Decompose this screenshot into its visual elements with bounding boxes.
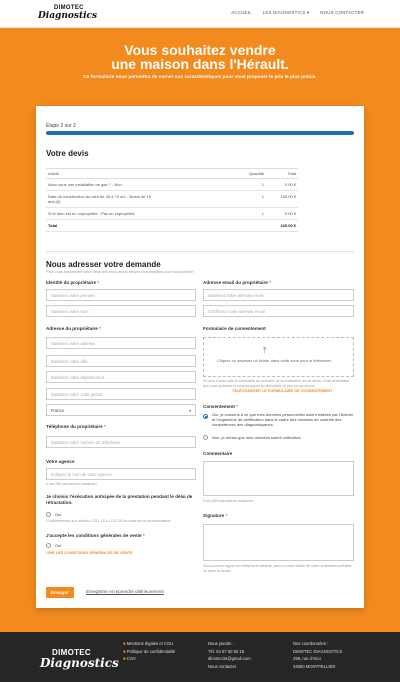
terms-link[interactable]: LIRE LES CONDITIONS GÉNÉRALES DE VENTE (46, 551, 133, 555)
footer-logo-line1: DIMOTEC (52, 648, 91, 657)
email-confirm-input[interactable]: Confirmez votre adresse email (203, 305, 354, 317)
footer-company: DIMOTEC DIAGNOSTICS (293, 648, 343, 654)
consent-form-label: Formulaire de consentement (203, 326, 266, 331)
hero-title-line2: une maison dans l'Hérault. (111, 56, 289, 72)
devis-header-row (46, 169, 298, 179)
anticipated-option: Oui (55, 512, 62, 517)
address-section-title: Nous adresser votre demande (46, 260, 161, 269)
street-input[interactable]: Saisissez votre adresse (46, 337, 196, 349)
address-section-subtitle: Pour vous transmettre votre devis dès nous avons besoin d'informations pour vous joindre. (46, 270, 195, 274)
owner-address-label: Adresse du propriétaire * (46, 326, 101, 331)
table-row (46, 179, 298, 191)
city-input[interactable]: Saisissez votre ville (46, 355, 196, 367)
agency-label: Votre agence (46, 459, 75, 464)
table-row (46, 208, 298, 220)
hero-title (0, 43, 400, 71)
footer-link-cgv[interactable]: ■ CGV (123, 656, 136, 661)
upload-dropzone[interactable] (203, 337, 354, 377)
footer-link-privacy[interactable]: ■ Politique de confidentialité (123, 648, 176, 654)
terms-radio[interactable] (46, 543, 51, 548)
anticipated-radio[interactable] (46, 512, 51, 517)
save-later-link[interactable]: Enregistrer et reprendre ultérieurement (86, 589, 164, 594)
step-label: Étape 2 sur 2 (46, 123, 76, 129)
nav-item-contact[interactable]: NOUS CONTACTER (320, 10, 364, 15)
devis-article: Date de construction du bien de 45 à 70 m2 - Moins de 15 ans (6) (46, 191, 234, 208)
footer-contact-title: Nous joindre : (208, 641, 234, 646)
comment-textarea[interactable] (203, 461, 354, 496)
devis-title: Votre devis (46, 149, 89, 158)
anticipated-help: Conformément aux articles L221-18 à L221-28 du code de la consommation. (46, 519, 172, 523)
progress-bar (46, 131, 354, 135)
devis-header-article: Article (46, 169, 234, 179)
consent-label: Consentement * (203, 404, 238, 409)
phone-label: Téléphone du propriétaire * (46, 424, 106, 429)
owner-email-label: Adresse email du propriétaire * (203, 280, 271, 285)
devis-header-total: Total (266, 169, 298, 179)
submit-button[interactable]: Envoyer (46, 587, 74, 598)
devis-article: Si le bien est en copropriété - Pas en copropriété (46, 208, 234, 220)
nav-item-diagnostics[interactable]: LES DIAGNOSTICS ▾ (262, 10, 310, 15)
upload-text: Cliquez ou déposez un fichier dans cette zone pour le téléverser. (217, 358, 332, 363)
comment-counter: 0 sur 600 caractères maximum (203, 499, 254, 503)
footer-phone[interactable]: Tél. 04 67 60 50 18 (208, 648, 245, 654)
table-row (46, 191, 298, 208)
hero-title-line1: Vous souhaitez vendre (124, 42, 276, 58)
phone-input[interactable]: Saisissez votre numéro de téléphone (46, 436, 196, 448)
terms-label: J'accepte les conditions générales de vente * (46, 533, 145, 538)
devis-qty: 1 (234, 179, 266, 191)
divider (46, 251, 354, 252)
footer-links (123, 640, 175, 663)
country-value: France (51, 408, 65, 413)
hero-subtitle: Ce formulaire nous permettra de cerner vos caractéristiques pour vous proposer le prix le plus précis. (83, 75, 317, 80)
chevron-down-icon: ▾ (188, 408, 191, 413)
country-select[interactable] (46, 404, 196, 416)
firstname-input[interactable]: Saisissez votre prénom (46, 289, 196, 301)
progress-fill (46, 131, 354, 135)
nav-item-accueil[interactable]: ACCUEIL (231, 10, 252, 15)
lastname-input[interactable]: Saisissez votre nom (46, 305, 196, 317)
footer-city: 34080 MONTPELLIER (293, 663, 336, 669)
devis-total-label: Total (46, 220, 234, 232)
form-card (36, 106, 364, 608)
devis-total: 0.00 € (266, 208, 298, 220)
consent-no-radio[interactable] (203, 435, 208, 440)
logo-line1: DIMOTEC (54, 5, 84, 11)
zip-input[interactable]: Saisissez votre code postal (46, 388, 196, 400)
signature-pad[interactable] (203, 524, 354, 561)
footer-contact-link[interactable]: Nous contacter (208, 663, 237, 669)
signature-label: Signature * (203, 513, 228, 518)
upload-icon: ⤒ (263, 346, 267, 355)
footer-email[interactable]: dimotec34@gmail.com (208, 656, 251, 661)
logo[interactable] (38, 5, 98, 22)
agency-input[interactable]: Indiquez le nom de votre agence (46, 468, 196, 480)
devis-table (46, 168, 298, 232)
anticipated-label: Je choisis l'exécution anticipée de la prestation pendant le délai de rétractation. (46, 494, 193, 505)
site-header (0, 0, 400, 28)
footer-contact (208, 640, 251, 670)
site-footer (0, 632, 400, 682)
footer-coords-title: Nos coordonnées : (293, 641, 329, 646)
consent-yes-label: Oui, je consens à ce que mes données personnelles soient traitées par l'Ademe et l'organisme de certification dans le cadre des missions de contrôle des compétences des diagnostiqueurs. (212, 412, 354, 427)
devis-qty: 1 (234, 191, 266, 208)
email-input[interactable]: Saisissez votre adresse email (203, 289, 354, 301)
main-nav (231, 10, 364, 16)
terms-option: Oui (55, 543, 62, 548)
agency-counter: 0 sur 250 caractères maximum (46, 482, 97, 486)
devis-article: Avez-vous une installation de gaz ? - Non (46, 179, 234, 191)
comment-label: Commentaire (203, 451, 233, 456)
devis-qty: 1 (234, 208, 266, 220)
consent-yes-radio[interactable] (203, 414, 208, 419)
devis-header-qty: Quantité (234, 169, 266, 179)
signature-help: Vous pouvez signer sur téléphone tablette, avec le pavé tactile de votre ordinateur portable ou avec la souris. (203, 564, 352, 573)
footer-link-mentions[interactable]: ■ Mentions légales et CGU (123, 641, 174, 646)
department-input[interactable]: Saisissez votre département (46, 371, 196, 383)
consent-no-label: Non, je refuse que mes données soient collectées. (212, 435, 302, 440)
consent-form-help: Si vous n'avez pas le formulaire au moment de la réalisation de ce devis, il est nécessaire que vous puissiez le communiquer au technicien le jour de sa venue. (203, 379, 350, 388)
devis-total: 0.00 € (266, 179, 298, 191)
footer-address (293, 640, 342, 670)
footer-logo-line2: Diagnostics (40, 656, 119, 670)
consent-form-download-link[interactable]: TÉLÉCHARGER LE FORMULAIRE DE CONSENTEMENT (232, 389, 333, 393)
devis-total-row (46, 220, 298, 232)
owner-identity-label: Identité du propriétaire * (46, 280, 100, 285)
devis-total: 165.00 € (266, 191, 298, 208)
footer-street: 298, rue d'Alco (293, 656, 321, 661)
devis-total-value: 165.00 € (266, 220, 298, 232)
logo-line2: Diagnostics (38, 11, 98, 21)
